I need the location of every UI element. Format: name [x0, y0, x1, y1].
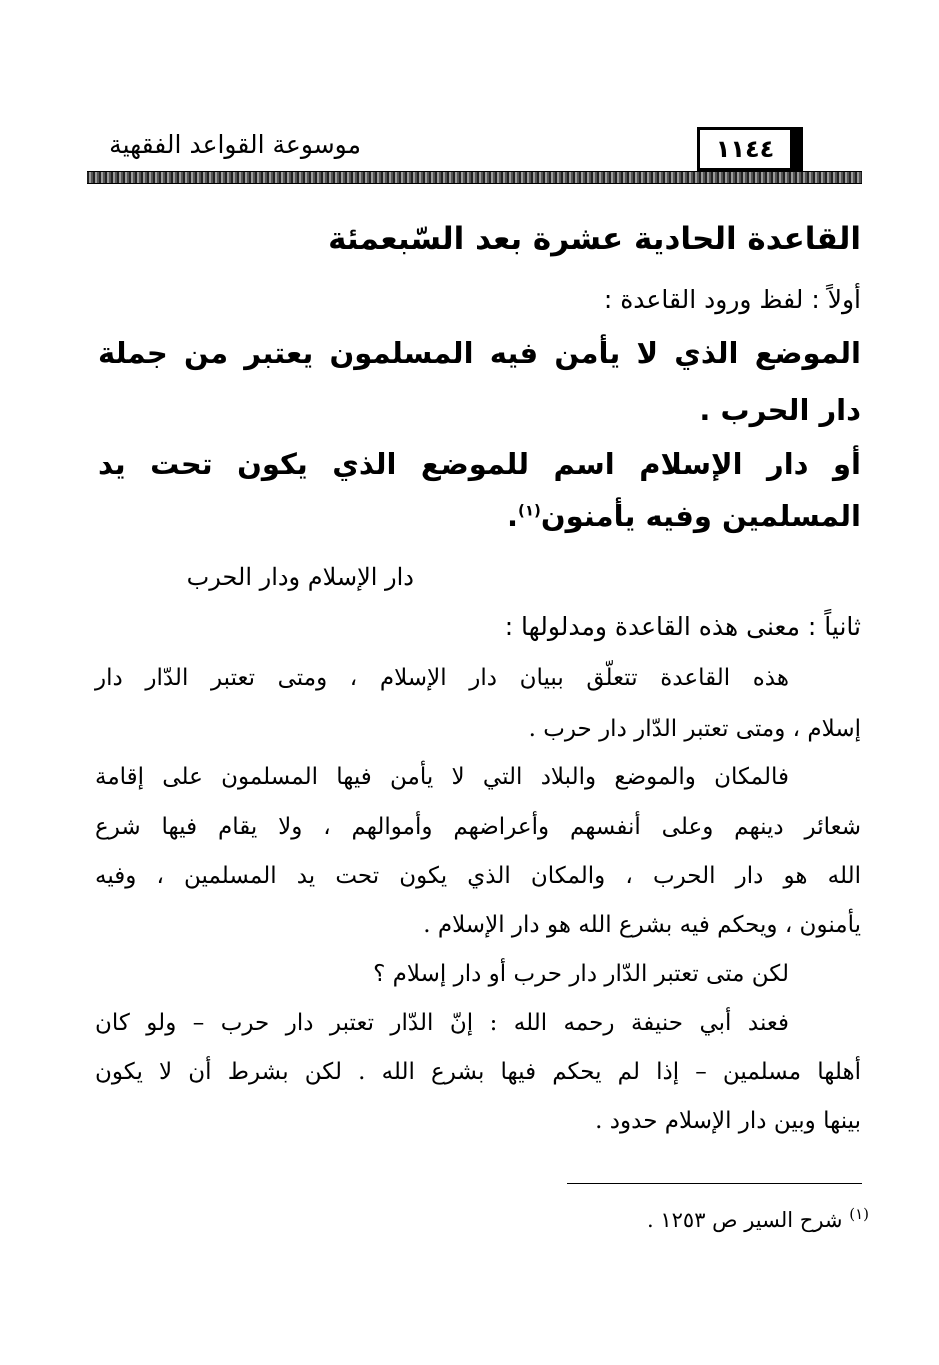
header-rule: [87, 171, 862, 184]
paragraph-line: يأمنون ، ويحكم فيه بشرع الله هو دار الإسلام .: [423, 912, 861, 938]
paragraph-line: إسلام ، ومتى تعتبر الدّار دار حرب .: [528, 716, 861, 742]
paragraph-line: الله هو دار الحرب ، والمكان الذي يكون تحت يد المسلمين ، وفيه: [95, 863, 861, 889]
rule-text-line: الموضع الذي لا يأمن فيه المسلمون يعتبر من جملة: [98, 336, 861, 370]
paragraph-line: هذه القاعدة تتعلّق ببيان دار الإسلام ، ومتى تعتبر الدّار دار: [95, 665, 789, 691]
paragraph-line: لكن متى تعتبر الدّار دار حرب أو دار إسلام ؟: [373, 961, 789, 987]
rule-text-line: أو دار الإسلام اسم للموضع الذي يكون تحت يد: [98, 447, 861, 481]
page-number-box-shadow: [793, 127, 803, 177]
page-number: ١١٤٤: [697, 127, 793, 171]
footnote-text: شرح السير ص ١٢٥٣ .: [647, 1208, 843, 1232]
paragraph-line: شعائر دينهم وعلى أنفسهم وأعراضهم وأموالهم ، ولا يقام فيها شرع: [95, 814, 861, 840]
section-1-heading: أولاً : لفظ ورود القاعدة :: [603, 285, 861, 314]
rule-text-line-4: المسلمين وفيه يأمنون: [540, 499, 861, 533]
footnote-marker: (١): [849, 1205, 869, 1223]
footnote: [647, 1205, 869, 1232]
paragraph-line: بينها وبين دار الإسلام حدود .: [595, 1108, 861, 1134]
paragraph-line: فالمكان والموضع والبلاد التي لا يأمن فيها المسلمون على إقامة: [95, 764, 789, 790]
footnote-separator: [567, 1183, 862, 1184]
paragraph-line: فعند أبي حنيفة رحمه الله : إنّ الدّار تعتبر دار حرب – ولو كان: [95, 1010, 789, 1036]
footnote-ref: (١): [517, 501, 541, 520]
rule-text-line: [507, 499, 861, 533]
rule-title: القاعدة الحادية عشرة بعد السّبعمئة: [328, 221, 861, 257]
rule-text-line: دار الحرب .: [699, 393, 861, 427]
end-mark: .: [506, 499, 518, 533]
paragraph-line: أهلها مسلمين – إذا لم يحكم فيها بشرع الله . لكن بشرط أن لا يكون: [95, 1059, 861, 1085]
section-2-heading: ثانياً : معنى هذه القاعدة ومدلولها :: [504, 612, 861, 641]
alt-phrase: دار الإسلام ودار الحرب: [186, 563, 414, 591]
running-header-title: موسوعة القواعد الفقهية: [109, 130, 361, 159]
